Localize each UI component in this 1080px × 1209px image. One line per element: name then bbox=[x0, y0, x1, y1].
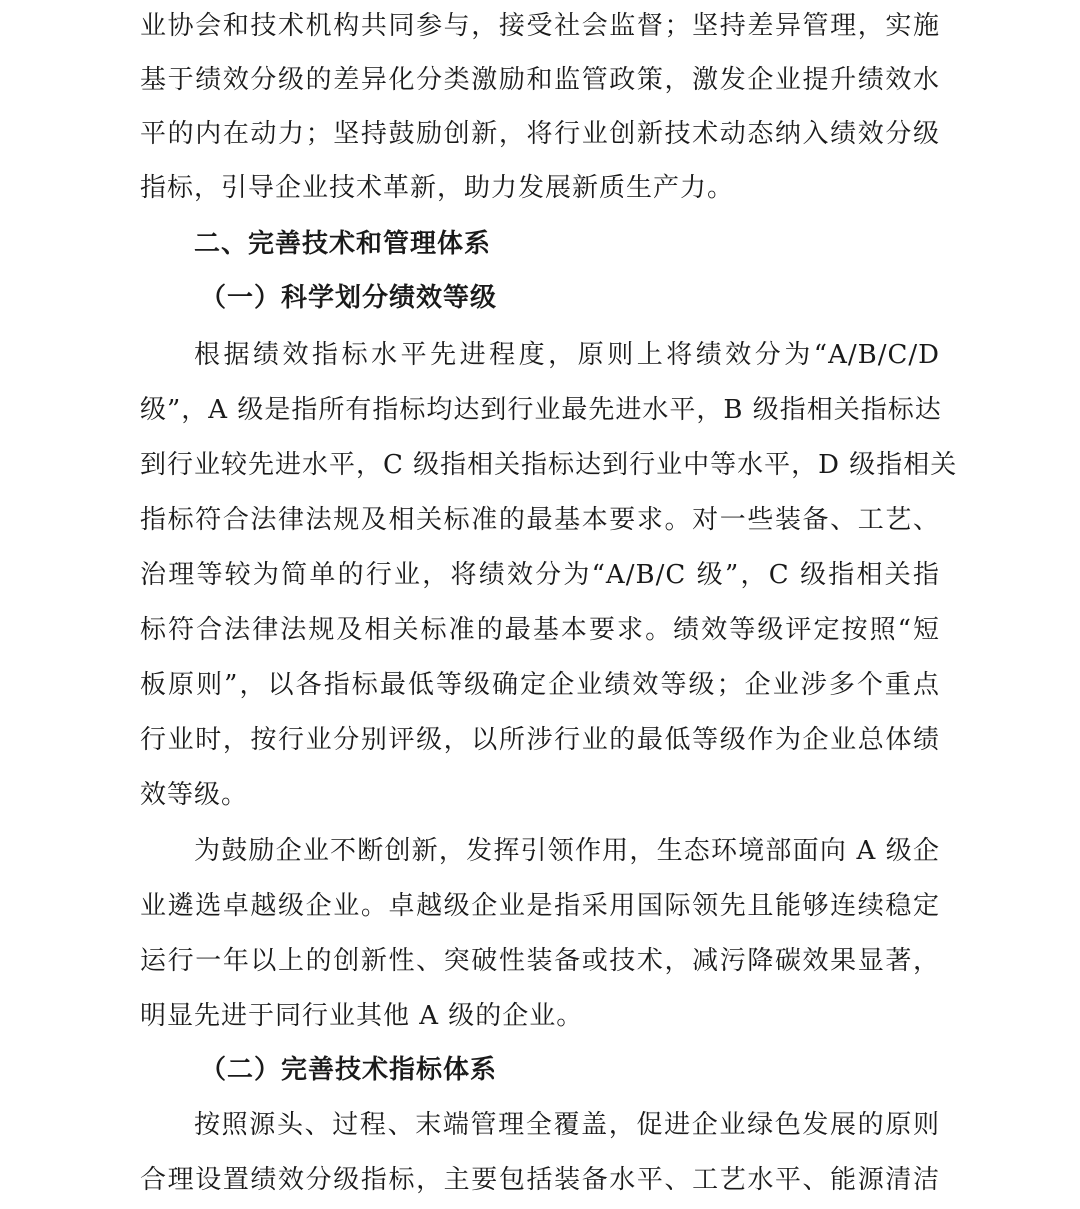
section-heading: 二、完善技术和管理体系 bbox=[194, 229, 492, 259]
indicator-line-2: 合理设置绩效分级指标，主要包括装备水平、工艺水平、能源清洁 bbox=[140, 1165, 940, 1195]
intro-line-1: 业协会和技术机构共同参与，接受社会监督；坚持差异管理，实施 bbox=[140, 11, 940, 41]
excellence-line-4: 明显先进于同行业其他 A 级的企业。 bbox=[140, 1001, 584, 1031]
grading-line-6: 标符合法律法规及相关标准的最基本要求。绩效等级评定按照“短 bbox=[140, 615, 940, 645]
grading-line-9: 效等级。 bbox=[140, 780, 249, 810]
grading-line-7: 板原则”，以各指标最低等级确定企业绩效等级；企业涉多个重点 bbox=[140, 670, 940, 700]
subsection-heading-grading: （一）科学划分绩效等级 bbox=[200, 283, 498, 313]
excellence-line-1: 为鼓励企业不断创新，发挥引领作用，生态环境部面向 A 级企 bbox=[194, 836, 940, 866]
indicator-line-1: 按照源头、过程、末端管理全覆盖，促进企业绿色发展的原则 bbox=[194, 1110, 940, 1140]
intro-line-3: 平的内在动力；坚持鼓励创新，将行业创新技术动态纳入绩效分级 bbox=[140, 119, 940, 149]
intro-line-4: 指标，引导企业技术革新，助力发展新质生产力。 bbox=[140, 173, 735, 203]
grading-line-1: 根据绩效指标水平先进程度，原则上将绩效分为“A/B/C/D bbox=[194, 340, 940, 370]
grading-line-3: 到行业较先进水平，C 级指相关指标达到行业中等水平，D 级指相关 bbox=[140, 450, 958, 480]
intro-line-2: 基于绩效分级的差异化分类激励和监管政策，激发企业提升绩效水 bbox=[140, 65, 940, 95]
excellence-line-2: 业遴选卓越级企业。卓越级企业是指采用国际领先且能够连续稳定 bbox=[140, 891, 940, 921]
grading-line-4: 指标符合法律法规及相关标准的最基本要求。对一些装备、工艺、 bbox=[140, 505, 940, 535]
grading-line-8: 行业时，按行业分别评级，以所涉行业的最低等级作为企业总体绩 bbox=[140, 725, 940, 755]
grading-line-2: 级”，A 级是指所有指标均达到行业最先进水平，B 级指相关指标达 bbox=[140, 395, 942, 425]
grading-line-5: 治理等较为简单的行业，将绩效分为“A/B/C 级”，C 级指相关指 bbox=[140, 560, 940, 590]
excellence-line-3: 运行一年以上的创新性、突破性装备或技术，减污降碳效果显著， bbox=[140, 946, 940, 976]
subsection-heading-indicators: （二）完善技术指标体系 bbox=[200, 1055, 498, 1085]
